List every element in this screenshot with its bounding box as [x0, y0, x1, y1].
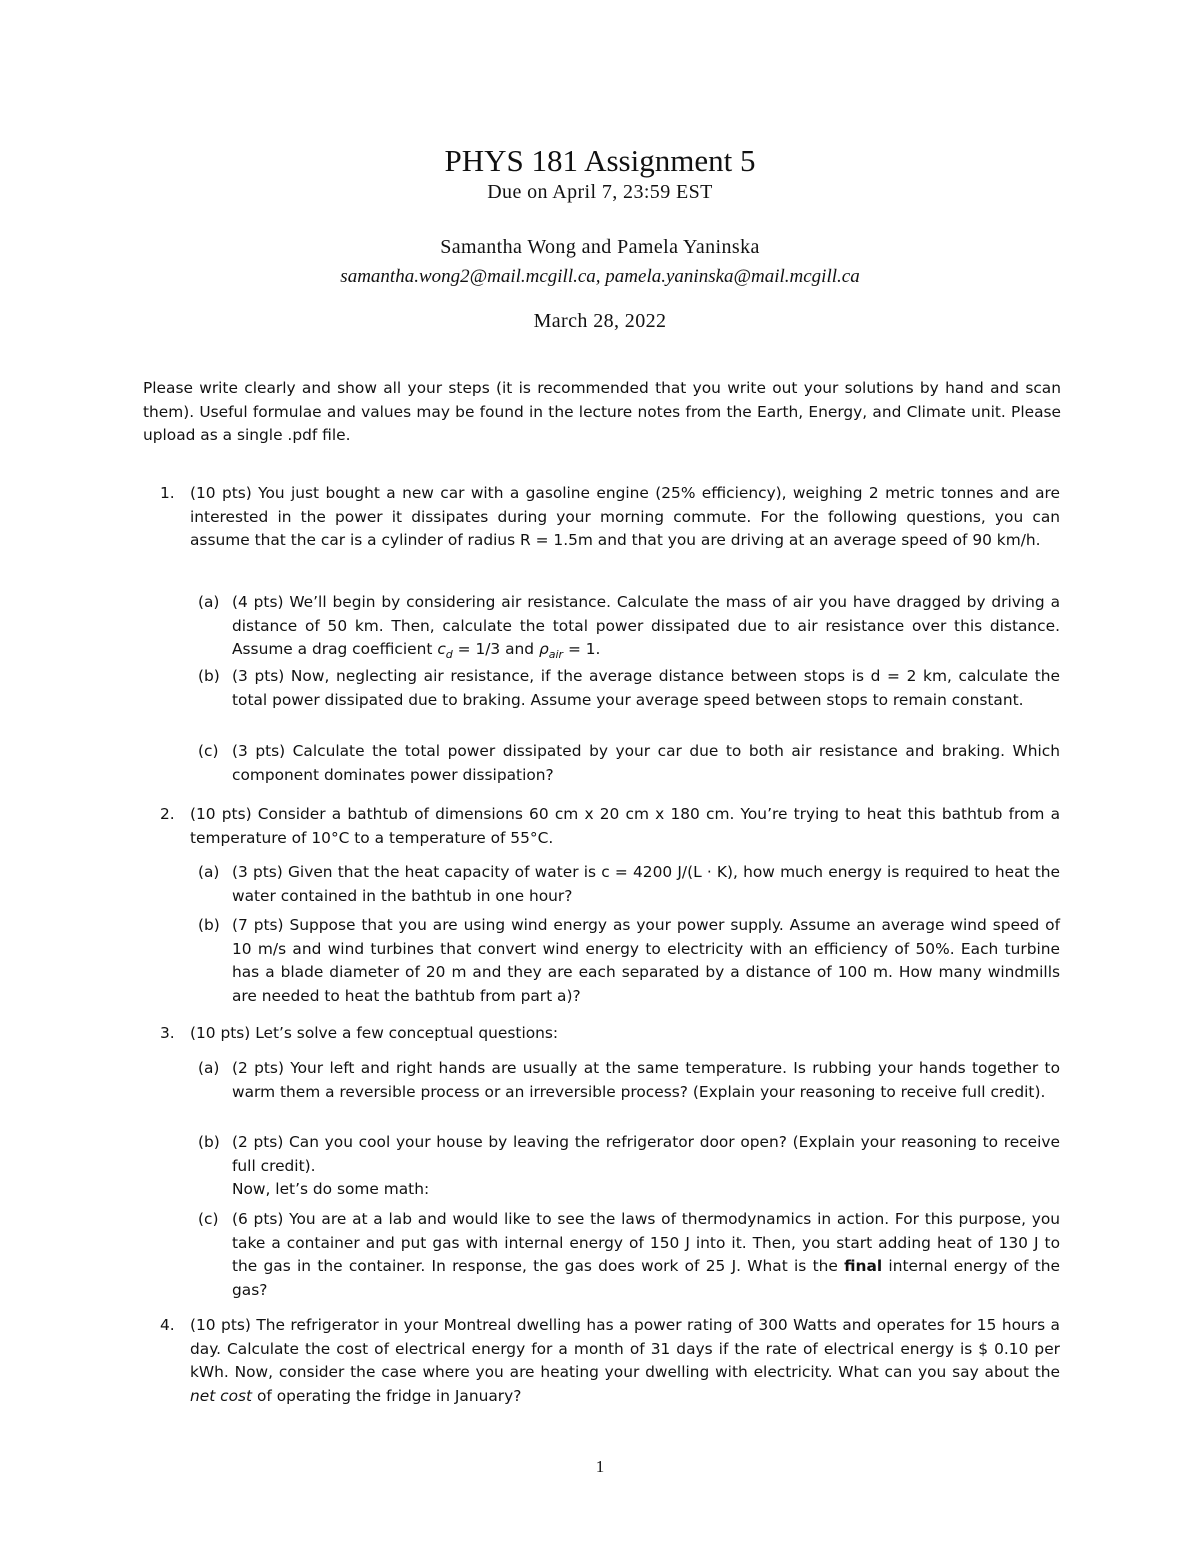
question-number: 4. [160, 1316, 175, 1334]
part-label: (c) [198, 1210, 219, 1228]
question-1c [190, 740, 1060, 787]
question-text: (10 pts) You just bought a new car with a gasoline engine (25% efficiency), weighing 2 metric tonnes and are interested in the power it dissipates during your morning commute. For the following questions, you can assume that the car is a cylinder of radius R = 1.5m and that you are driving at an average speed of 90 km/h. [190, 484, 1060, 549]
question-number: 1. [160, 484, 175, 502]
part-text: (6 pts) You are at a lab and would like to see the laws of thermodynamics in action. For this purpose, you take a container and put gas with internal energy of 150 J into it. Then, you start adding heat of 130 J to the gas in the container. In response, the gas does work of 25 J. What is the final internal energy of the gas? [232, 1210, 1060, 1299]
question-4 [160, 1314, 1060, 1408]
part-text: (2 pts) Can you cool your house by leaving the refrigerator door open? (Explain your reasoning to receive full credit). [232, 1133, 1060, 1175]
question-1a [190, 591, 1060, 667]
question-2a [190, 861, 1060, 908]
question-2b [190, 914, 1060, 1008]
part-text: (4 pts) We’ll begin by considering air resistance. Calculate the mass of air you have dragged by driving a distance of 50 km. Then, calculate the total power dissipated due to air resistance over this distance. Assume a drag coefficient $c_d = 1/3$ and $\rho_{air} = 1$. [232, 593, 1060, 662]
part-text: (3 pts) Calculate the total power dissipated by your car due to both air resistance and braking. Which component dominates power dissipation? [232, 742, 1060, 784]
instructions-paragraph: Please write clearly and show all your steps (it is recommended that you write out your solutions by hand and scan them). Useful formulae and values may be found in the lecture notes from the Earth, Energy, and Climate unit. Please upload as a single .pdf file. [143, 379, 1061, 444]
question-3a [190, 1057, 1060, 1104]
part-text: (2 pts) Your left and right hands are usually at the same temperature. Is rubbing your hands together to warm them a reversible process or an irreversible process? (Explain your reasoning to receive full credit). [232, 1059, 1060, 1101]
question-number: 2. [160, 805, 175, 823]
document-date: March 28, 2022 [533, 310, 667, 332]
question-3 [160, 1022, 1060, 1046]
due-date: Due on April 7, 23:59 EST [487, 181, 713, 203]
document-title: PHYS 181 Assignment 5 [444, 143, 756, 178]
question-3b [190, 1131, 1060, 1202]
part-label: (a) [198, 863, 220, 881]
transition-text: Now, let’s do some math: [232, 1180, 430, 1198]
part-label: (b) [198, 1133, 220, 1151]
question-text: (10 pts) The refrigerator in your Montreal dwelling has a power rating of 300 Watts and operates for 15 hours a day. Calculate the cost of electrical energy for a month of 31 days if the rate of electrical energy is $ 0.10 per kWh. Now, consider the case where you are heating your dwelling with electricity. What can you say about the net cost of operating the fridge in January? [190, 1316, 1060, 1405]
question-text: (10 pts) Consider a bathtub of dimensions 60 cm x 20 cm x 180 cm. You’re trying to heat this bathtub from a temperature of 10°C to a temperature of 55°C. [190, 805, 1060, 847]
part-label: (b) [198, 916, 220, 934]
question-text: (10 pts) Let’s solve a few conceptual questions: [190, 1024, 559, 1042]
question-number: 3. [160, 1024, 175, 1042]
question-1b [190, 665, 1060, 712]
page-number: 1 [595, 1457, 605, 1476]
question-2 [160, 803, 1060, 850]
part-text: (3 pts) Now, neglecting air resistance, if the average distance between stops is d = 2 km, calculate the total power dissipated due to braking. Assume your average speed between stops to remain constant. [232, 667, 1060, 709]
part-label: (a) [198, 593, 220, 611]
authors: Samantha Wong and Pamela Yaninska [440, 236, 760, 258]
part-label: (b) [198, 667, 220, 685]
part-text: (3 pts) Given that the heat capacity of water is c = 4200 J/(L · K), how much energy is required to heat the water contained in the bathtub in one hour? [232, 863, 1060, 905]
part-label: (a) [198, 1059, 220, 1077]
part-text: (7 pts) Suppose that you are using wind energy as your power supply. Assume an average wind speed of 10 m/s and wind turbines that convert wind energy to electricity with an efficiency of 50%. Each turbine has a blade diameter of 20 m and they are each separated by a distance of 100 m. How many windmills are needed to heat the bathtub from part a)? [232, 916, 1060, 1005]
author-emails: samantha.wong2@mail.mcgill.ca, pamela.yaninska@mail.mcgill.ca [340, 266, 860, 287]
question-1 [160, 482, 1060, 553]
part-label: (c) [198, 742, 219, 760]
question-3c [190, 1208, 1060, 1302]
